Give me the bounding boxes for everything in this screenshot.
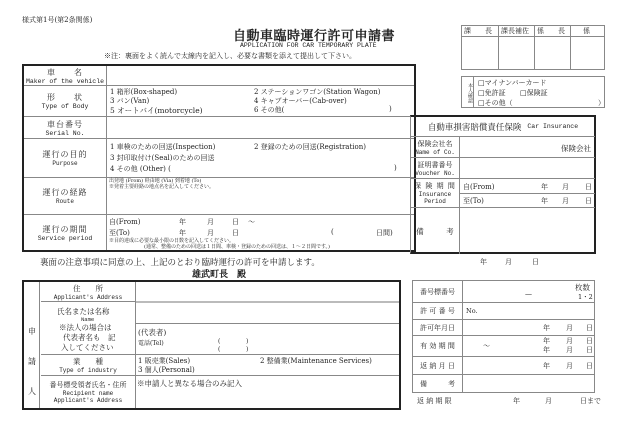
approval-header-section-chief: 係 長 xyxy=(537,27,565,35)
declaration-text: 裏面の注意事項に同意の上、上記のとおり臨時運行の許可を申請します。 xyxy=(40,258,320,268)
instruction-note: ※注：裏面をよく読んで太線内を記入し、必要な書類を添えて提出して下さい。 xyxy=(104,52,356,60)
declaration-day[interactable]: 日 xyxy=(532,258,539,266)
insurance-to-year[interactable]: 年 xyxy=(541,197,548,205)
period-label-en: Service period xyxy=(37,234,93,242)
insurance-period-label-en1: Insurance xyxy=(418,191,452,198)
page-subtitle: APPLICATION FOR CAR TEMPORARY PLATE xyxy=(240,42,377,49)
body-type-label xyxy=(24,86,106,116)
period-to-year[interactable]: 年 xyxy=(179,229,186,237)
return-deadline-year[interactable]: 年 xyxy=(513,397,520,405)
period-to-month[interactable]: 月 xyxy=(207,229,214,237)
industry-option-personal[interactable]: 3 個人(Personal) xyxy=(138,366,195,374)
return-deadline-day[interactable]: 日まで xyxy=(580,397,601,405)
permit-date-label: 許可年月日 xyxy=(420,323,455,332)
insurance-period-label-jp: 保 険 期 間 xyxy=(414,182,456,190)
period-to-day[interactable]: 日 xyxy=(232,229,239,237)
tel-input[interactable] xyxy=(169,337,289,353)
valid-from-year[interactable]: 年 xyxy=(543,337,550,345)
period-from-month[interactable]: 月 xyxy=(207,218,214,226)
voucher-label-jp: 証明書番号 xyxy=(417,160,453,169)
id-option-other-close: ） xyxy=(598,99,605,107)
period-days-count[interactable]: 日間) xyxy=(376,229,393,237)
voucher-input[interactable] xyxy=(460,158,595,178)
valid-period-tilde: ～ xyxy=(483,342,490,350)
insurance-remarks-input[interactable] xyxy=(460,208,595,254)
insurance-company-label-en: Name of Co. xyxy=(415,148,455,156)
industry-option-sales[interactable]: 1 販売業(Sales) xyxy=(138,357,191,365)
valid-period-label: 有 効 期 間 xyxy=(420,342,455,350)
insurance-table xyxy=(410,115,596,254)
body-option-other[interactable]: 6 その他( xyxy=(254,106,285,114)
tel2-open: ( xyxy=(218,346,221,353)
insurance-title-jp: 自動車損害賠償責任保険 xyxy=(427,122,522,133)
address-input[interactable] xyxy=(136,282,399,301)
id-check-label: 本人確認 xyxy=(462,77,474,107)
vehicle-info-table xyxy=(22,64,416,252)
industry-option-maintenance[interactable]: 2 整備業(Maintenance Services) xyxy=(260,357,372,365)
side-char-2: 請 xyxy=(28,357,36,366)
body-option-other-close: ) xyxy=(389,105,392,113)
name-note-3: 入してください xyxy=(61,343,114,352)
tel1-close: ) xyxy=(246,338,249,345)
valid-from-day[interactable]: 日 xyxy=(586,337,593,345)
insurance-to-label: 至(To) xyxy=(463,197,484,205)
insurance-company-suffix: 保険会社 xyxy=(561,144,591,153)
insurance-company-label-jp: 保険会社名 xyxy=(417,139,453,148)
purpose-label xyxy=(24,139,106,177)
period-tilde: ～ xyxy=(248,218,255,226)
body-option-motorcycle[interactable]: 5 オートバイ(motorcycle) xyxy=(110,106,203,115)
serial-label xyxy=(24,117,106,138)
period-from-year[interactable]: 年 xyxy=(179,218,186,226)
purpose-label-en: Purpose xyxy=(52,160,78,167)
name-label xyxy=(41,302,135,354)
office-remarks-input[interactable] xyxy=(463,375,594,392)
industry-label-en: Type of industry xyxy=(59,367,117,374)
id-check-box xyxy=(461,76,605,108)
body-type-label-jp: 形 状 xyxy=(47,93,83,102)
route-label-en: Route xyxy=(55,198,74,205)
permit-date-year[interactable]: 年 xyxy=(543,324,550,332)
insurance-from-label: 自(From) xyxy=(463,183,495,191)
industry-label xyxy=(41,355,135,375)
purpose-option-other-close: ) xyxy=(394,164,397,172)
addressee: 雄武町長 殿 xyxy=(192,270,247,280)
permit-number-prefix: No. xyxy=(466,307,478,315)
purpose-label-jp: 運行の目的 xyxy=(42,150,88,159)
period-note-1: ※目的達成に必要な最小限の日数を記入してください。 xyxy=(109,238,235,244)
return-deadline-month[interactable]: 月 xyxy=(545,397,552,405)
declaration-year[interactable]: 年 xyxy=(480,258,487,266)
permit-number-input[interactable] xyxy=(463,303,594,319)
voucher-label-en: Voucher No. xyxy=(415,169,455,177)
permit-date-day[interactable]: 日 xyxy=(586,324,593,332)
office-use-table xyxy=(412,280,595,393)
maker-label-jp: 車 名 xyxy=(47,67,83,77)
approval-header-staff: 係 xyxy=(583,27,590,35)
plate-count-value[interactable]: 1・2 xyxy=(578,293,593,301)
period-days-open: ( xyxy=(331,228,334,236)
return-date-month[interactable]: 月 xyxy=(566,362,573,370)
declaration-month[interactable]: 月 xyxy=(505,258,512,266)
permit-date-month[interactable]: 月 xyxy=(566,324,573,332)
approval-header-chief: 課 長 xyxy=(464,27,492,35)
purpose-option-seal[interactable]: 3 封印取付け(Seal)のための回送 xyxy=(110,154,215,162)
plate-count-label: 枚数 xyxy=(575,283,590,292)
insurance-to-month[interactable]: 月 xyxy=(562,197,569,205)
representative-label: (代表者) xyxy=(138,328,167,337)
recipient-input[interactable] xyxy=(136,388,399,408)
route-hint-from-via-to: 出発地 (From) 経由地 (Via) 到着地 (To) xyxy=(109,178,202,184)
id-option-insurance[interactable]: □保険証 xyxy=(520,89,548,97)
insurance-from-month[interactable]: 月 xyxy=(562,183,569,191)
recipient-label-jp: 番号標受領者氏名・住所 xyxy=(49,381,127,389)
body-option-box[interactable]: 1 箱形(Box-shaped) xyxy=(110,88,178,96)
route-label-jp: 運行の経路 xyxy=(42,188,88,197)
id-option-license[interactable]: □免許証 xyxy=(478,89,506,97)
industry-label-jp: 業 種 xyxy=(73,357,103,366)
plate-number-dash: — xyxy=(525,290,532,298)
recipient-label-en2: Applicant's Address xyxy=(53,397,123,404)
stamp-slot-chief[interactable] xyxy=(462,37,498,69)
return-date-day[interactable]: 日 xyxy=(586,362,593,370)
purpose-option-inspection[interactable]: 1 車検のための回送(Inspection) xyxy=(110,143,216,151)
insurance-to-day[interactable]: 日 xyxy=(585,197,592,205)
purpose-option-registration[interactable]: 2 登録のための回送(Registration) xyxy=(254,143,366,151)
recipient-note: ※申請人と異なる場合のみ記入 xyxy=(137,379,242,388)
period-to-label: 至(To) xyxy=(109,229,130,237)
purpose-option-other[interactable]: 4 その他 (Other) ( xyxy=(110,165,171,173)
serial-label-jp: 車台番号 xyxy=(47,119,83,129)
insurance-period-label-en2: Period xyxy=(424,198,446,205)
name-input[interactable] xyxy=(136,303,399,323)
serial-label-en: Serial No. xyxy=(45,129,85,137)
body-option-cabover[interactable]: 4 キャブオーバー(Cab-over) xyxy=(254,97,347,105)
tel-label: 電話(Tel) xyxy=(138,340,164,347)
serial-input[interactable] xyxy=(107,117,414,138)
applicant-table xyxy=(22,280,401,410)
side-char-3: 人 xyxy=(28,387,36,396)
name-label-en: Name xyxy=(81,316,95,323)
form-number: 様式第1号(第2条関係) xyxy=(22,16,93,24)
stamp-slot-deputy[interactable] xyxy=(498,37,534,69)
side-char-1: 申 xyxy=(28,327,36,336)
address-label-en: Applicant's Address xyxy=(53,293,123,301)
valid-from-month[interactable]: 月 xyxy=(566,337,573,345)
maker-label-en: Maker of the vehicle xyxy=(25,77,104,85)
return-date-year[interactable]: 年 xyxy=(543,362,550,370)
insurance-remarks-label: 備 考 xyxy=(416,226,454,236)
tel2-close: ) xyxy=(246,346,249,353)
address-label xyxy=(41,282,135,301)
applicant-side-label xyxy=(24,282,40,408)
insurance-from-day[interactable]: 日 xyxy=(585,183,592,191)
maker-input[interactable] xyxy=(107,66,414,85)
name-note-1: ※法人の場合は xyxy=(59,323,112,332)
approval-stamp-box xyxy=(461,25,605,70)
id-option-mynumber[interactable]: □マイナンバーカード xyxy=(478,79,547,87)
body-option-van[interactable]: 3 バン(Van) xyxy=(110,97,150,105)
representative-input[interactable] xyxy=(174,324,399,336)
plate-number-input[interactable] xyxy=(463,281,594,302)
body-type-label-en: Type of Body xyxy=(41,103,89,110)
stamp-slot-staff[interactable] xyxy=(570,37,604,69)
period-from-label: 自(From) xyxy=(109,218,141,226)
page-title: 自動車臨時運行許可申請書 xyxy=(233,29,396,44)
period-from-day[interactable]: 日 xyxy=(232,218,239,226)
plate-number-label: 番号標番号 xyxy=(420,287,455,296)
period-label xyxy=(24,215,106,250)
insurance-title xyxy=(411,117,595,136)
permit-number-label: 許 可 番 号 xyxy=(420,307,455,315)
insurance-company-input[interactable] xyxy=(460,137,595,157)
recipient-label xyxy=(41,376,135,408)
maker-label xyxy=(24,66,106,85)
route-label xyxy=(24,178,106,214)
route-hint-note: ※発着主要経路の地点名を記入してください。 xyxy=(109,184,215,190)
stamp-slot-section-chief[interactable] xyxy=(534,37,570,69)
return-deadline-label: 返 納 期 限 xyxy=(417,397,452,405)
id-option-other[interactable]: □その他（ xyxy=(478,99,513,107)
name-note-2: 代表者名も 記 xyxy=(63,333,116,342)
period-label-jp: 運行の期間 xyxy=(42,224,88,234)
period-note-2: (通常、整備のための回送は１日間、車検・登録のための回送は、１～２日間です。) xyxy=(144,244,331,250)
tel1-open: ( xyxy=(218,338,221,345)
insurance-company-label xyxy=(411,137,459,157)
insurance-title-en: Car Insurance xyxy=(527,123,579,130)
approval-header-deputy: 課長補佐 xyxy=(501,27,529,35)
insurance-period-label xyxy=(411,179,459,207)
address-label-jp: 住 所 xyxy=(73,283,103,293)
recipient-label-en1: Recipient name xyxy=(62,390,114,397)
valid-to-year[interactable]: 年 xyxy=(543,346,550,354)
return-date-label: 返 納 月 日 xyxy=(420,361,455,370)
office-remarks-label: 備 考 xyxy=(420,379,455,388)
valid-to-day[interactable]: 日 xyxy=(586,346,593,354)
valid-to-month[interactable]: 月 xyxy=(566,346,573,354)
route-input[interactable] xyxy=(107,190,414,214)
body-option-wagon[interactable]: 2 ステーションワゴン(Station Wagon) xyxy=(254,88,381,96)
name-label-jp: 氏名または名称 xyxy=(57,307,110,316)
insurance-from-year[interactable]: 年 xyxy=(541,183,548,191)
voucher-label xyxy=(411,158,459,178)
